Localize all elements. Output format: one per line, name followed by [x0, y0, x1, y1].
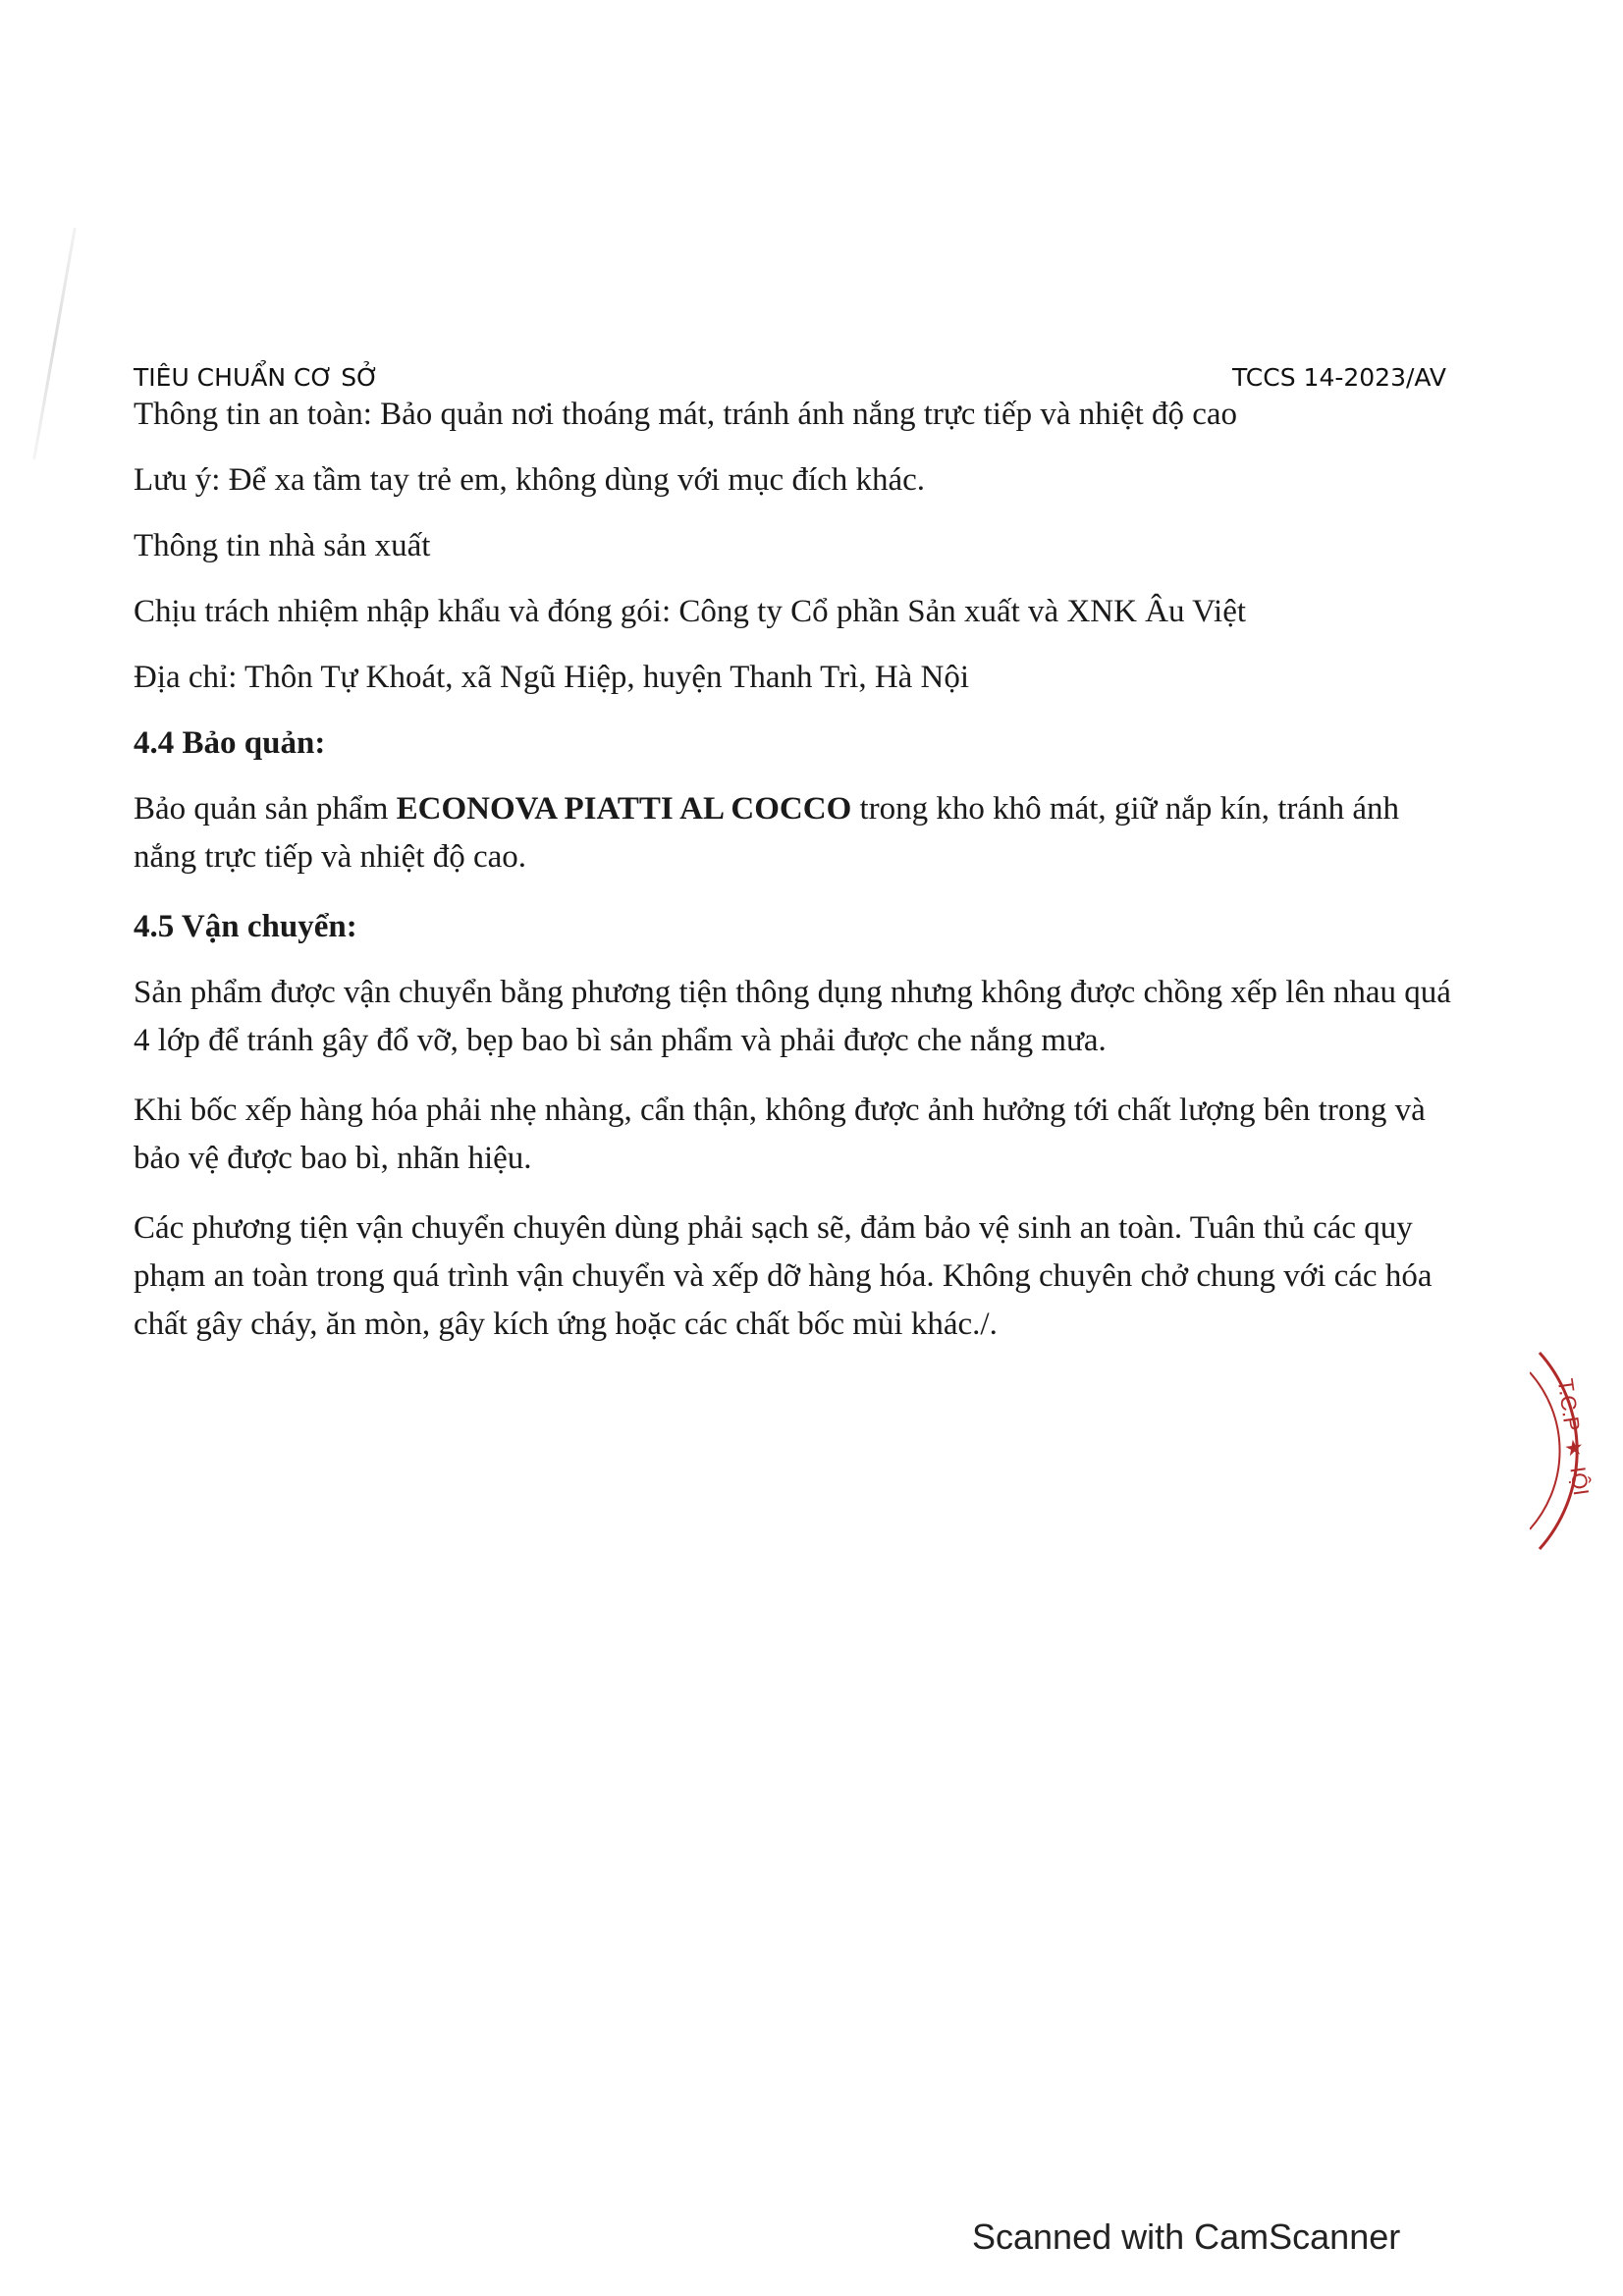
transport-heading: 4.5 Vận chuyển:	[134, 909, 357, 944]
header-standard-label: TIÊU CHUẨN CƠ SỞ	[134, 363, 379, 392]
product-name: ECONOVA PIATTI AL COCCO	[396, 791, 852, 827]
storage-text-post: trong kho khô mát, giữ nắp kín, tránh ánh nắng trực tiếp và nhiệt độ cao.	[134, 791, 1399, 875]
transport-paragraph-2: Khi bốc xếp hàng hóa phải nhẹ nhàng, cẩn thận, không được ảnh hưởng tới chất lượng bên trong và bảo vệ được bao bì, nhãn hiệu.	[134, 1093, 1426, 1176]
storage-paragraph	[134, 785, 1459, 881]
storage-heading: 4.4 Bảo quản:	[134, 725, 326, 761]
transport-paragraph-1: Sản phẩm được vận chuyển bằng phương tiện thông dụng nhưng không được chồng xếp lên nhau quá 4 lớp để tránh gây đổ vỡ, bẹp bao bì sản phẩm và phải được che nắng mưa.	[134, 975, 1451, 1058]
transport-paragraph-3: Các phương tiện vận chuyển chuyên dùng phải sạch sẽ, đảm bảo vệ sinh an toàn. Tuân thủ các quy phạm an toàn trong quá trình vận chuyển và xếp dỡ hàng hóa. Không chuyên chở chung với các hóa chất gây cháy, ăn mòn, gây kích ứng hoặc các chất bốc mùi khác./.	[134, 1210, 1433, 1342]
manufacturer-title: Thông tin nhà sản xuất	[134, 528, 431, 563]
safety-info: Thông tin an toàn: Bảo quản nơi thoáng mát, tránh ánh nắng trực tiếp và nhiệt độ cao	[134, 397, 1238, 432]
stamp-text: T.C.P ★ IỘI	[1552, 1376, 1595, 1498]
camscanner-watermark: Scanned with CamScanner	[972, 2216, 1401, 2257]
document-body	[134, 391, 1459, 1370]
responsible-party: Chịu trách nhiệm nhập khẩu và đóng gói: Công ty Cổ phần Sản xuất và XNK Âu Việt	[134, 594, 1247, 629]
address: Địa chỉ: Thôn Tự Khoát, xã Ngũ Hiệp, huyện Thanh Trì, Hà Nội	[134, 660, 970, 695]
header-standard-code: TCCS 14-2023/AV	[1232, 363, 1447, 392]
storage-text-pre: Bảo quản sản phẩm	[134, 791, 397, 827]
scan-artifact-line	[32, 228, 77, 460]
note: Lưu ý: Để xa tầm tay trẻ em, không dùng với mục đích khác.	[134, 462, 926, 498]
